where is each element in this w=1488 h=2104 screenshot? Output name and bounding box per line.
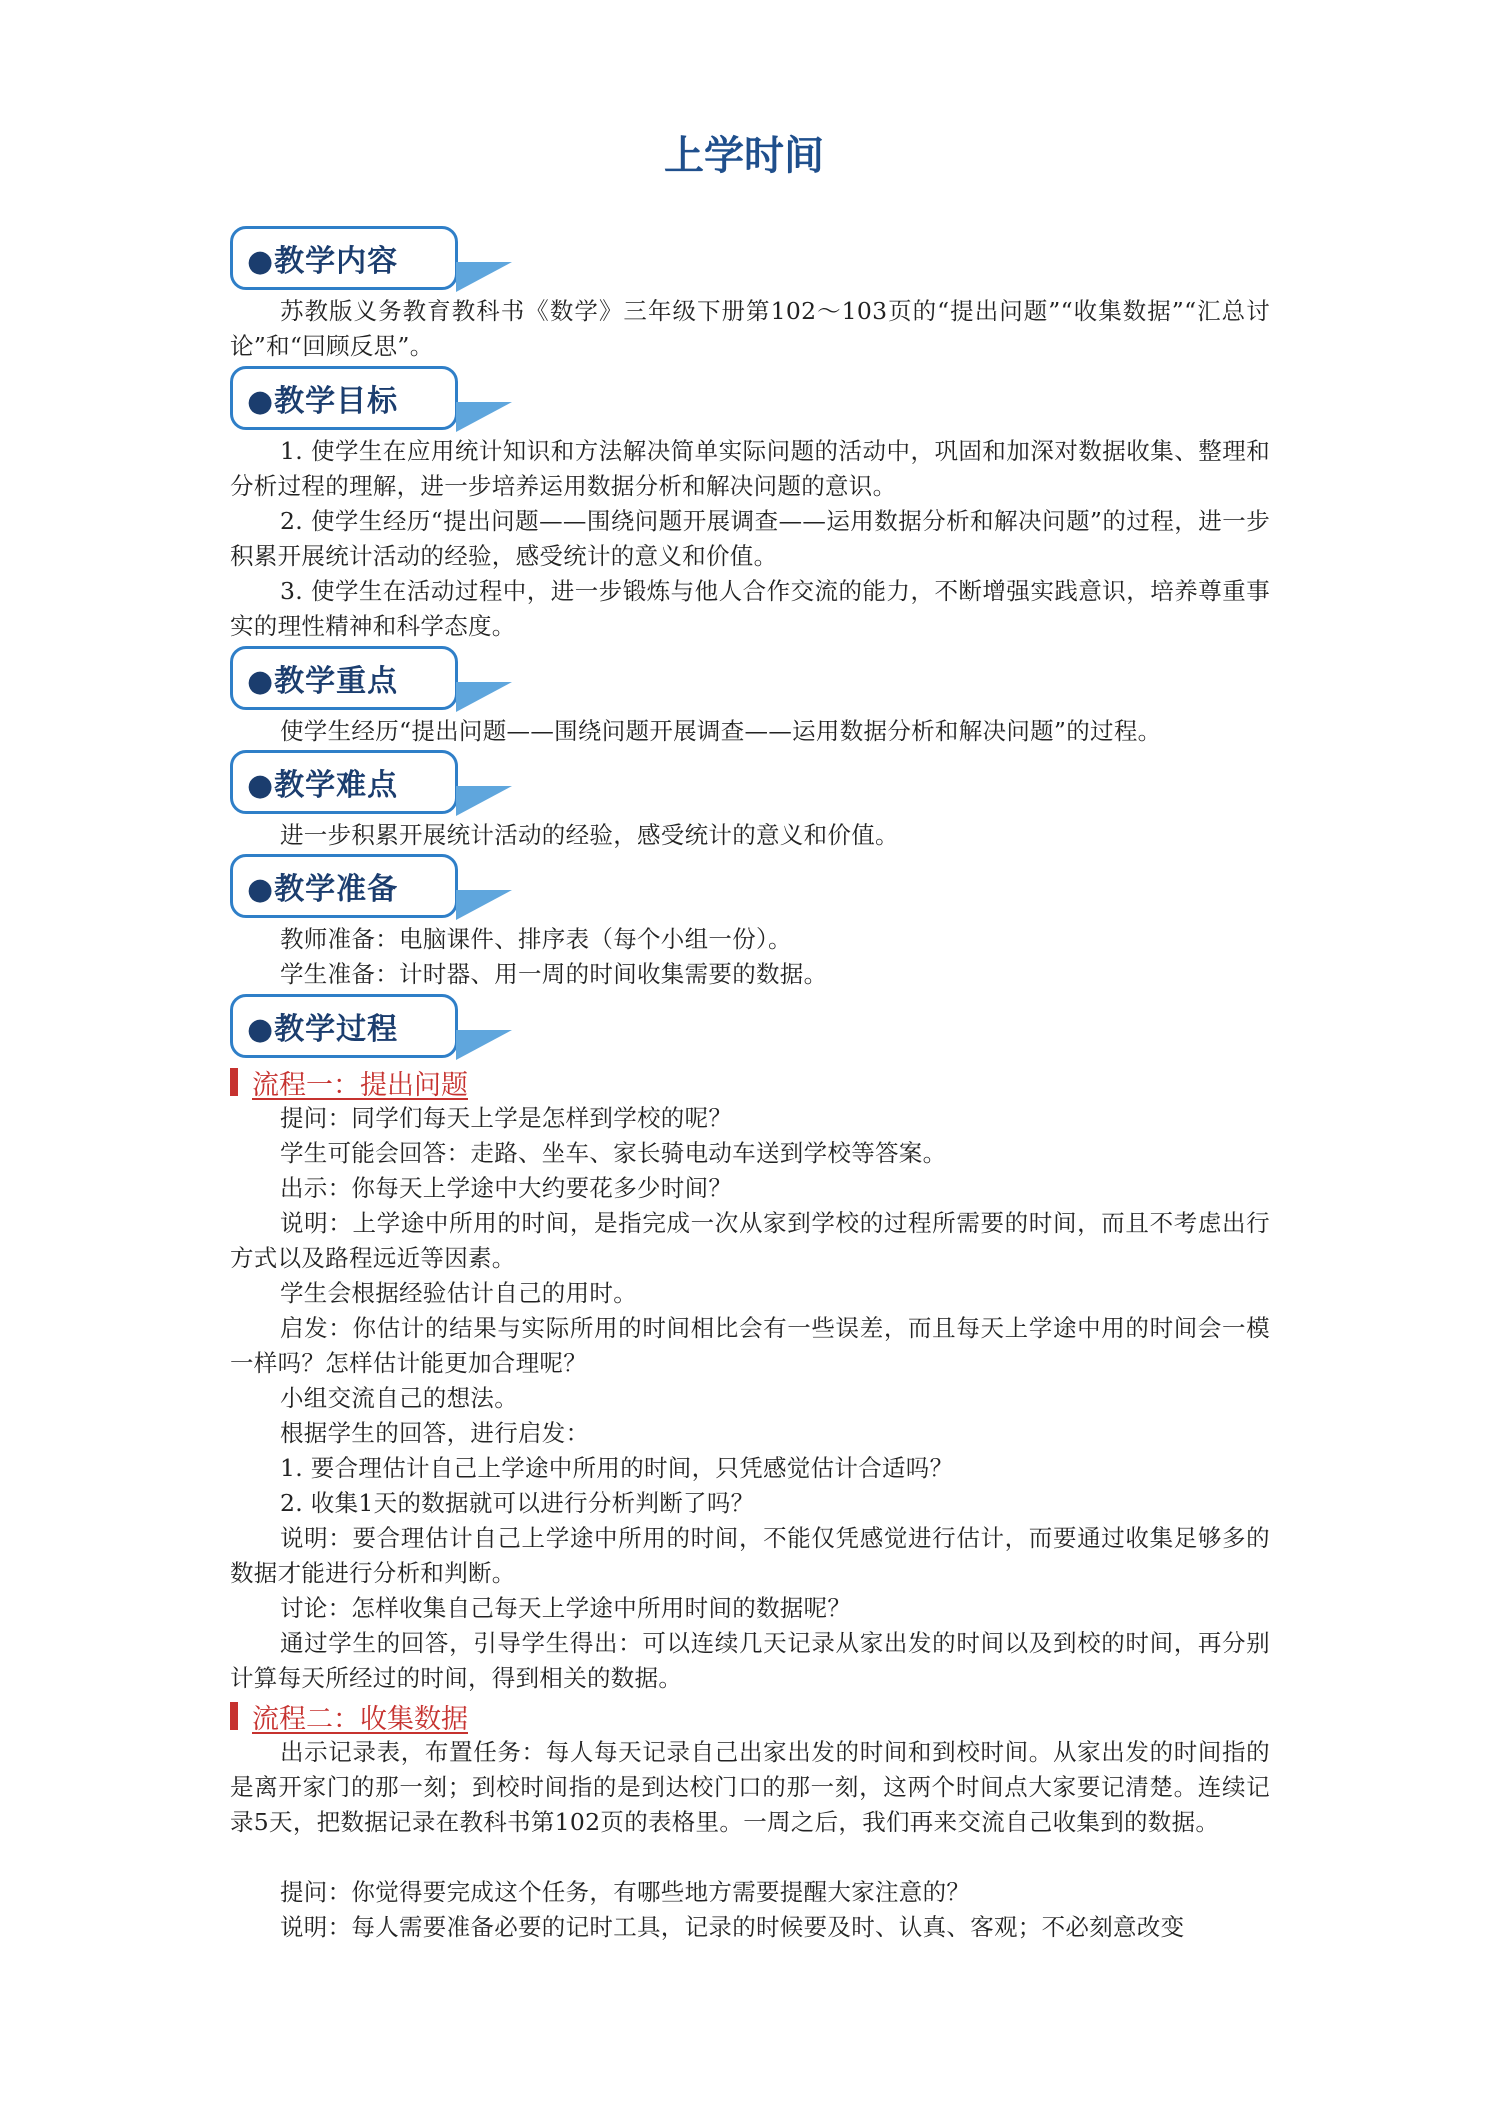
section-heading-prep xyxy=(230,854,530,924)
paragraph: 2. 使学生经历“提出问题——围绕问题开展调查——运用数据分析和解决问题”的过程，进一步积累开展统计活动的经验，感受统计的意义和价值。 xyxy=(230,507,1270,570)
paragraph: 说明：要合理估计自己上学途中所用的时间，不能仅凭感觉进行估计，而要通过收集足够多的数据才能进行分析和判断。 xyxy=(230,1524,1270,1587)
flow-bar-icon xyxy=(230,1068,238,1096)
section-label: ●教学难点 xyxy=(247,768,399,803)
section-heading-difficulty xyxy=(230,750,530,820)
paragraph: 教师准备：电脑课件、排序表（每个小组一份）。 xyxy=(280,925,792,953)
paragraph: 讨论：怎样收集自己每天上学途中所用时间的数据呢？ xyxy=(280,1594,852,1622)
paragraph: 根据学生的回答，进行启发： xyxy=(280,1419,590,1447)
paragraph: 2. 收集1天的数据就可以进行分析判断了吗？ xyxy=(280,1489,755,1517)
paragraph: 说明：每人需要准备必要的记时工具，记录的时候要及时、认真、客观；不必刻意改变 xyxy=(280,1913,1185,1941)
heading-flag-icon xyxy=(456,402,516,432)
section-label: ●教学目标 xyxy=(247,384,399,419)
paragraph: 苏教版义务教育教科书《数学》三年级下册第102～103页的“提出问题”“收集数据”“汇总讨论”和“回顾反思”。 xyxy=(230,297,1270,360)
paragraph: 进一步积累开展统计活动的经验，感受统计的意义和价值。 xyxy=(280,821,899,849)
heading-flag-icon xyxy=(456,682,516,712)
flow-heading-1 xyxy=(230,1064,468,1100)
paragraph: 1. 使学生在应用统计知识和方法解决简单实际问题的活动中，巩固和加深对数据收集、整理和分析过程的理解，进一步培养运用数据分析和解决问题的意识。 xyxy=(230,437,1270,500)
flow-label: 流程一：提出问题 xyxy=(252,1069,468,1101)
paragraph: 提问：同学们每天上学是怎样到学校的呢？ xyxy=(280,1104,733,1132)
paragraph: 使学生经历“提出问题——围绕问题开展调查——运用数据分析和解决问题”的过程。 xyxy=(280,717,1162,745)
section-label: ●教学准备 xyxy=(247,872,399,907)
paragraph: 通过学生的回答，引导学生得出：可以连续几天记录从家出发的时间以及到校的时间，再分别计算每天所经过的时间，得到相关的数据。 xyxy=(230,1629,1270,1692)
paragraph: 1. 要合理估计自己上学途中所用的时间，只凭感觉估计合适吗？ xyxy=(280,1454,954,1482)
paragraph: 学生会根据经验估计自己的用时。 xyxy=(280,1279,637,1307)
paragraph: 出示记录表，布置任务：每人每天记录自己出家出发的时间和到校时间。从家出发的时间指的是离开家门的那一刻；到校时间指的是到达校门口的那一刻，这两个时间点大家要记清楚。连续记录5天，把数据记录在教科书第102页的表格里。一周之后，我们再来交流自己收集到的数据。 xyxy=(230,1738,1270,1836)
section-heading-key xyxy=(230,646,530,716)
paragraph: 学生准备：计时器、用一周的时间收集需要的数据。 xyxy=(280,960,828,988)
section-heading-goals xyxy=(230,366,530,436)
section-heading-process xyxy=(230,994,530,1064)
flow-bar-icon xyxy=(230,1702,238,1730)
paragraph: 启发：你估计的结果与实际所用的时间相比会有一些误差，而且每天上学途中用的时间会一模一样吗？怎样估计能更加合理呢？ xyxy=(230,1314,1270,1377)
flow-label: 流程二：收集数据 xyxy=(252,1703,468,1735)
paragraph: 3. 使学生在活动过程中，进一步锻炼与他人合作交流的能力，不断增强实践意识，培养尊重事实的理性精神和科学态度。 xyxy=(230,577,1270,640)
heading-flag-icon xyxy=(456,890,516,920)
paragraph: 出示：你每天上学途中大约要花多少时间？ xyxy=(280,1174,733,1202)
section-heading-content xyxy=(230,226,530,296)
heading-flag-icon xyxy=(456,1030,516,1060)
paragraph: 学生可能会回答：走路、坐车、家长骑电动车送到学校等答案。 xyxy=(280,1139,947,1167)
paragraph: 小组交流自己的想法。 xyxy=(280,1384,518,1412)
heading-flag-icon xyxy=(456,262,516,292)
section-label: ●教学内容 xyxy=(247,244,399,279)
flow-heading-2 xyxy=(230,1698,468,1734)
page-title: 上学时间 xyxy=(664,133,824,179)
section-label: ●教学重点 xyxy=(247,664,399,699)
paragraph: 说明：上学途中所用的时间，是指完成一次从家到学校的过程所需要的时间，而且不考虑出行方式以及路程远近等因素。 xyxy=(230,1209,1270,1272)
section-label: ●教学过程 xyxy=(247,1012,399,1047)
heading-flag-icon xyxy=(456,786,516,816)
paragraph: 提问：你觉得要完成这个任务，有哪些地方需要提醒大家注意的？ xyxy=(280,1878,971,1906)
